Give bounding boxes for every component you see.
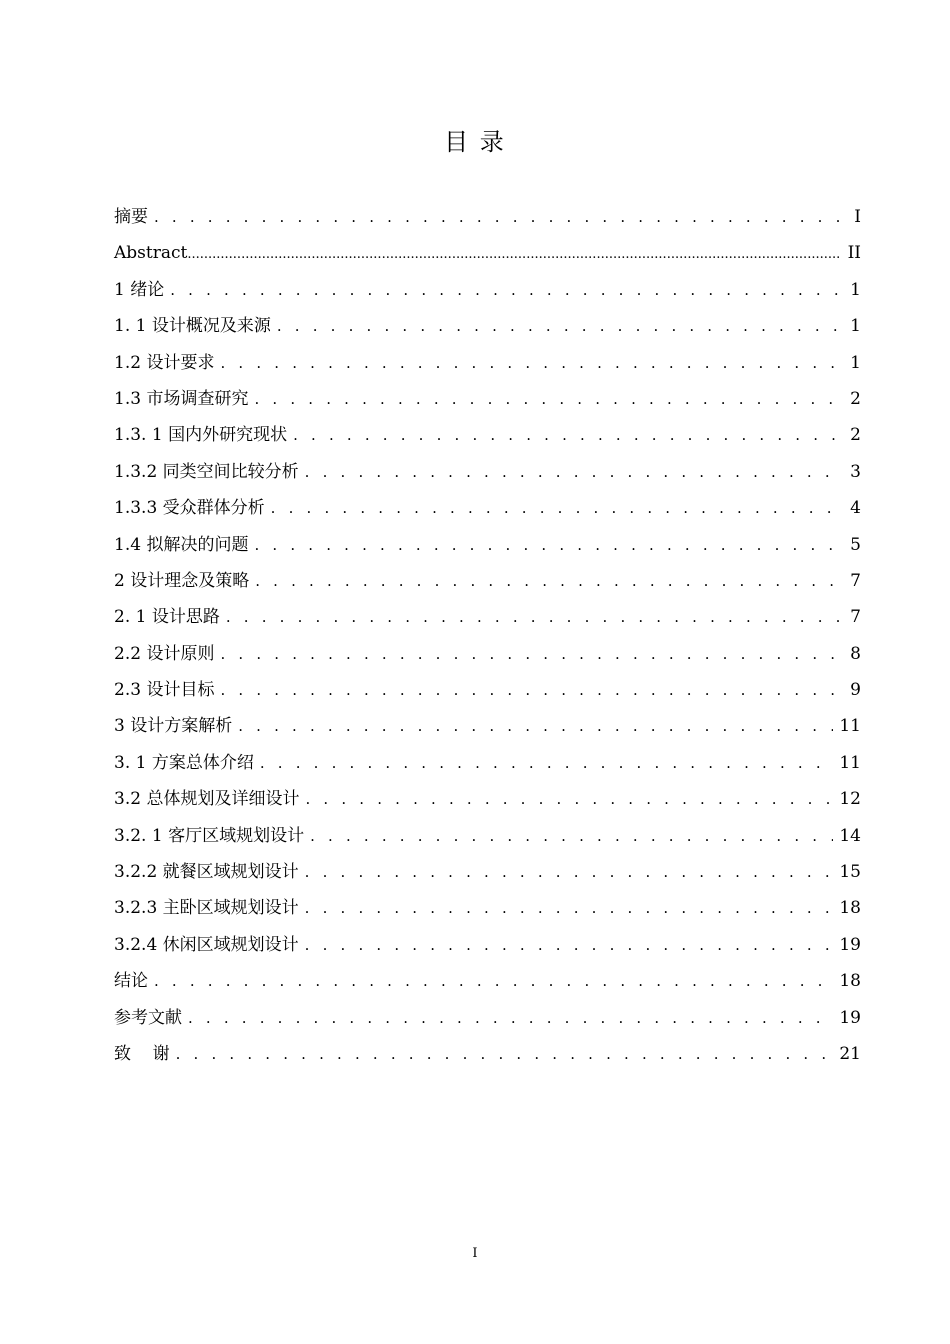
toc-entry-page: 1 xyxy=(850,316,861,337)
toc-entry[interactable] xyxy=(114,272,861,308)
toc-entry-label: 3.2 总体规划及详细设计 xyxy=(114,789,300,810)
toc-entry[interactable] xyxy=(114,417,861,453)
toc-entry[interactable] xyxy=(114,454,861,490)
toc-entry[interactable] xyxy=(114,672,861,708)
toc-leader-dots xyxy=(226,599,841,635)
toc-leader-dots xyxy=(220,345,841,381)
toc-entry-label: 2 设计理念及策略 xyxy=(114,570,250,591)
toc-entry-conclusion[interactable] xyxy=(114,963,861,999)
toc-entry-page: 7 xyxy=(850,607,861,628)
toc-entry-page: II xyxy=(847,243,861,264)
toc-entry-abstract-en[interactable] xyxy=(114,235,861,271)
toc-leader-dots xyxy=(293,417,841,453)
toc-leader-dots xyxy=(305,454,841,490)
toc-entry-label: 1.2 设计要求 xyxy=(114,352,215,373)
toc-leader-dots xyxy=(305,781,833,817)
toc-leader-dots xyxy=(154,963,833,999)
toc-entry-label: 3.2.2 就餐区域规划设计 xyxy=(114,862,299,883)
toc-leader-dots xyxy=(255,563,841,599)
toc-entry-label: 1.3 市场调查研究 xyxy=(114,388,249,409)
toc-leader-dots xyxy=(187,237,841,273)
toc-leader-dots xyxy=(220,636,841,672)
toc-entry[interactable] xyxy=(114,818,861,854)
toc-entry-page: 8 xyxy=(850,643,861,664)
toc-entry-page: I xyxy=(854,207,861,227)
toc-entry-references[interactable] xyxy=(114,1000,861,1036)
toc-entry-page: 11 xyxy=(839,752,861,773)
toc-entry-page: 2 xyxy=(850,388,861,409)
toc-entry-label: 3.2. 1 客厅区域规划设计 xyxy=(114,825,305,846)
toc-leader-dots xyxy=(254,527,841,563)
toc-entry-page: 15 xyxy=(839,862,861,883)
toc-entry-label: 1.3. 1 国内外研究现状 xyxy=(114,425,288,446)
toc-entry-label: 3.2.3 主卧区域规划设计 xyxy=(114,898,299,919)
toc-entry-abstract-cn[interactable] xyxy=(114,199,861,235)
toc-entry-page: 5 xyxy=(850,534,861,555)
toc-entry-label: 摘要 xyxy=(114,207,148,227)
toc-entry-page: 21 xyxy=(839,1043,861,1064)
toc-entry-page: 11 xyxy=(839,716,861,737)
toc-entry-page: 3 xyxy=(850,461,861,482)
toc-entry-label: 1.3.3 受众群体分析 xyxy=(114,498,265,519)
table-of-contents xyxy=(114,199,861,1072)
toc-entry[interactable] xyxy=(114,781,861,817)
toc-entry-label: Abstract xyxy=(114,243,188,264)
toc-leader-dots xyxy=(170,272,841,308)
toc-entry[interactable] xyxy=(114,927,861,963)
toc-leader-dots xyxy=(176,1036,834,1072)
toc-leader-dots xyxy=(154,199,841,235)
toc-entry[interactable] xyxy=(114,890,861,926)
toc-leader-dots xyxy=(254,381,841,417)
toc-entry[interactable] xyxy=(114,854,861,890)
toc-entry-page: 4 xyxy=(850,498,861,519)
toc-entry-label: 1 绪论 xyxy=(114,279,165,300)
toc-entry[interactable] xyxy=(114,345,861,381)
toc-entry[interactable] xyxy=(114,308,861,344)
toc-leader-dots xyxy=(220,672,841,708)
toc-entry-label: 3.2.4 休闲区域规划设计 xyxy=(114,934,299,955)
toc-entry-page: 2 xyxy=(850,425,861,446)
toc-entry-label: 2.2 设计原则 xyxy=(114,643,215,664)
toc-entry-label: 3 设计方案解析 xyxy=(114,716,233,737)
toc-entry-page: 19 xyxy=(839,934,861,955)
toc-entry-acknowledgements[interactable] xyxy=(114,1036,861,1072)
toc-entry[interactable] xyxy=(114,527,861,563)
toc-entry[interactable] xyxy=(114,636,861,672)
toc-entry-page: 14 xyxy=(839,825,861,846)
toc-entry-page: 7 xyxy=(850,570,861,591)
toc-entry[interactable] xyxy=(114,745,861,781)
toc-entry[interactable] xyxy=(114,708,861,744)
page-number: I xyxy=(472,1246,478,1261)
toc-entry-label: 1.4 拟解决的问题 xyxy=(114,534,249,555)
toc-entry-page: 18 xyxy=(839,898,861,919)
toc-entry-label: 1.3.2 同类空间比较分析 xyxy=(114,461,299,482)
toc-entry-label: 2. 1 设计思路 xyxy=(114,607,220,628)
toc-leader-dots xyxy=(188,1000,833,1036)
toc-entry-label: 3. 1 方案总体介绍 xyxy=(114,752,254,773)
toc-leader-dots xyxy=(260,745,834,781)
toc-leader-dots xyxy=(305,890,834,926)
page-title: 目 录 xyxy=(444,128,506,156)
toc-leader-dots xyxy=(305,927,834,963)
toc-entry-label: 致 谢 xyxy=(114,1043,170,1064)
toc-leader-dots xyxy=(310,818,833,854)
toc-entry[interactable] xyxy=(114,490,861,526)
toc-leader-dots xyxy=(271,490,841,526)
toc-entry[interactable] xyxy=(114,599,861,635)
toc-entry[interactable] xyxy=(114,563,861,599)
toc-entry-page: 1 xyxy=(850,279,861,300)
toc-leader-dots xyxy=(305,854,834,890)
toc-entry-page: 12 xyxy=(839,789,861,810)
toc-entry-label: 2.3 设计目标 xyxy=(114,680,215,701)
toc-leader-dots xyxy=(277,308,841,344)
toc-entry-page: 18 xyxy=(839,971,861,992)
toc-entry-page: 19 xyxy=(839,1007,861,1028)
toc-entry-label: 结论 xyxy=(114,971,148,992)
toc-entry-page: 9 xyxy=(850,680,861,701)
toc-entry[interactable] xyxy=(114,381,861,417)
toc-entry-label: 1. 1 设计概况及来源 xyxy=(114,316,271,337)
toc-leader-dots xyxy=(238,708,833,744)
toc-entry-page: 1 xyxy=(850,352,861,373)
toc-entry-label: 参考文献 xyxy=(114,1007,182,1028)
